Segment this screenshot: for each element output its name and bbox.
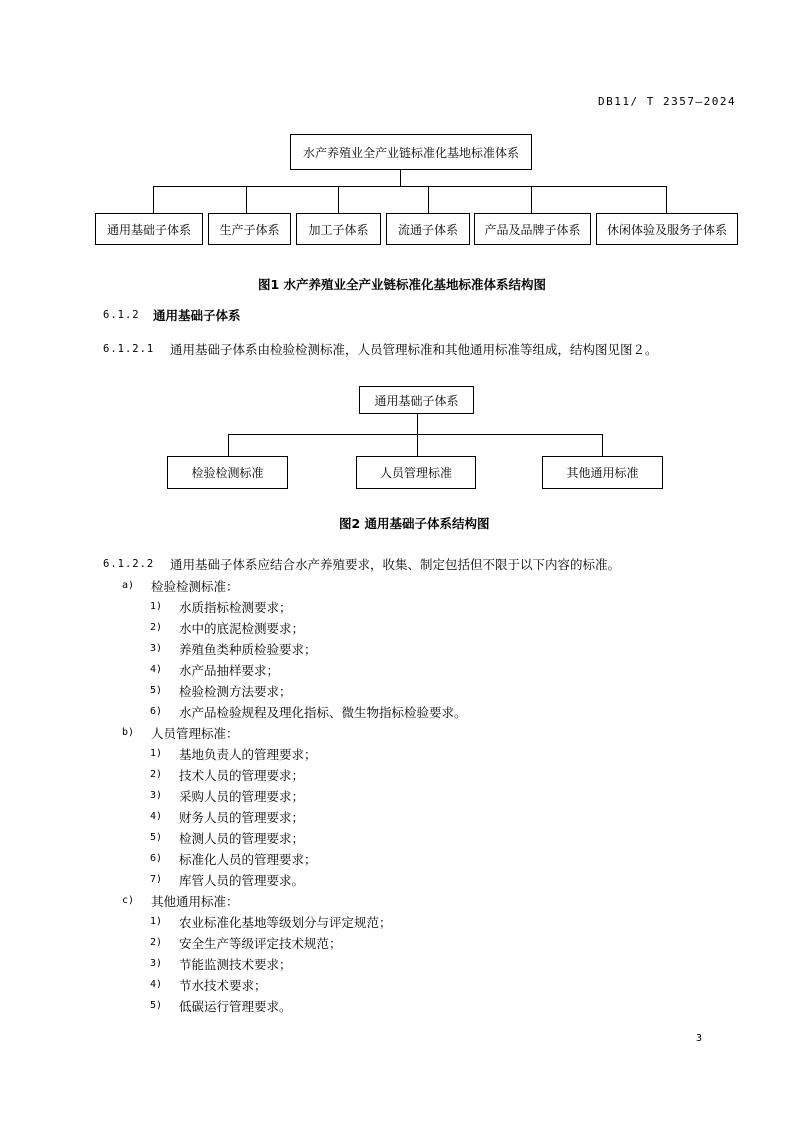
paragraph-text: 通用基础子体系应结合水产养殖要求，收集、制定包括但不限于以下内容的标准。 bbox=[170, 557, 621, 572]
fig1-connector bbox=[153, 186, 667, 187]
list-item-number: 3) bbox=[150, 958, 163, 969]
fig1-connector bbox=[153, 186, 154, 213]
list-item: 水中的底泥检测要求； bbox=[179, 621, 305, 636]
fig1-connector bbox=[666, 186, 667, 213]
list-item: 水产品抽样要求； bbox=[179, 663, 280, 678]
paragraph-text: 通用基础子体系由检验检测标准，人员管理标准和其他通用标准等组成，结构图见图２。 bbox=[170, 342, 658, 357]
list-item: 财务人员的管理要求； bbox=[179, 810, 305, 825]
fig1-connector bbox=[246, 186, 247, 213]
list-item-number: 6) bbox=[150, 706, 163, 717]
list-marker: a) bbox=[122, 580, 135, 591]
list-item: 农业标准化基地等级划分与评定规范； bbox=[179, 915, 392, 930]
list-item-number: 4) bbox=[150, 811, 163, 822]
fig1-connector bbox=[400, 170, 401, 187]
list-item: 库管人员的管理要求。 bbox=[179, 873, 305, 888]
list-item-number: 2) bbox=[150, 769, 163, 780]
list-group-title: 检验检测标准： bbox=[151, 579, 239, 594]
list-item-number: 3) bbox=[150, 790, 163, 801]
fig2-connector bbox=[228, 434, 603, 435]
paragraph-number: 6.1.2.2 bbox=[103, 558, 155, 570]
list-item-number: 5) bbox=[150, 832, 163, 843]
fig1-connector bbox=[531, 186, 532, 213]
list-item-number: 4) bbox=[150, 979, 163, 990]
fig2-connector bbox=[228, 434, 229, 456]
fig1-connector bbox=[428, 186, 429, 213]
list-item-number: 2) bbox=[150, 622, 163, 633]
figure-1-caption: 图1 水产养殖业全产业链标准化基地标准体系结构图 bbox=[258, 277, 547, 292]
list-item-number: 4) bbox=[150, 664, 163, 675]
list-marker: c) bbox=[122, 895, 135, 906]
list-item: 节能监测技术要求； bbox=[179, 957, 292, 972]
list-item-number: 5) bbox=[150, 685, 163, 696]
fig1-root-box: 水产养殖业全产业链标准化基地标准体系 bbox=[290, 134, 532, 170]
section-title: 通用基础子体系 bbox=[153, 308, 241, 323]
list-group-title: 人员管理标准： bbox=[151, 726, 239, 741]
list-item: 基地负责人的管理要求； bbox=[179, 747, 317, 762]
list-item-number: 1) bbox=[150, 748, 163, 759]
page-number: 3 bbox=[696, 1033, 703, 1044]
fig2-root-box: 通用基础子体系 bbox=[359, 386, 474, 414]
list-item-number: 1) bbox=[150, 601, 163, 612]
fig1-child-box: 加工子体系 bbox=[296, 213, 381, 245]
list-item-number: 5) bbox=[150, 1000, 163, 1011]
list-item-number: 1) bbox=[150, 916, 163, 927]
fig2-connector bbox=[417, 414, 418, 456]
fig2-connector bbox=[602, 434, 603, 456]
list-item: 低碳运行管理要求。 bbox=[179, 999, 292, 1014]
list-item: 标准化人员的管理要求； bbox=[179, 852, 317, 867]
list-item-number: 6) bbox=[150, 853, 163, 864]
list-group-title: 其他通用标准： bbox=[151, 894, 239, 909]
figure-2-caption: 图2 通用基础子体系结构图 bbox=[339, 516, 490, 531]
fig2-child-box: 检验检测标准 bbox=[167, 456, 288, 489]
fig1-child-box: 产品及品牌子体系 bbox=[474, 213, 591, 245]
fig1-connector bbox=[338, 186, 339, 213]
list-marker: b) bbox=[122, 727, 135, 738]
list-item: 安全生产等级评定技术规范； bbox=[179, 936, 342, 951]
list-item: 节水技术要求； bbox=[179, 978, 267, 993]
list-item: 技术人员的管理要求； bbox=[179, 768, 305, 783]
list-item-number: 3) bbox=[150, 643, 163, 654]
document-code: DB11/ T 2357—2024 bbox=[598, 95, 737, 108]
fig1-child-box: 流通子体系 bbox=[386, 213, 470, 245]
fig1-child-box: 休闲体验及服务子体系 bbox=[596, 213, 738, 245]
list-item-number: 2) bbox=[150, 937, 163, 948]
list-item: 检测人员的管理要求； bbox=[179, 831, 305, 846]
list-item: 养殖鱼类种质检验要求； bbox=[179, 642, 317, 657]
paragraph-number: 6.1.2.1 bbox=[103, 343, 155, 355]
fig1-child-box: 通用基础子体系 bbox=[95, 213, 203, 245]
list-item-number: 7) bbox=[150, 874, 163, 885]
section-number: 6.1.2 bbox=[103, 309, 140, 321]
list-item: 采购人员的管理要求； bbox=[179, 789, 305, 804]
fig2-child-box: 人员管理标准 bbox=[356, 456, 476, 489]
list-item: 水产品检验规程及理化指标、微生物指标检验要求。 bbox=[179, 705, 467, 720]
fig2-child-box: 其他通用标准 bbox=[542, 456, 663, 489]
list-item: 检验检测方法要求； bbox=[179, 684, 292, 699]
list-item: 水质指标检测要求； bbox=[179, 600, 292, 615]
fig1-child-box: 生产子体系 bbox=[208, 213, 291, 245]
